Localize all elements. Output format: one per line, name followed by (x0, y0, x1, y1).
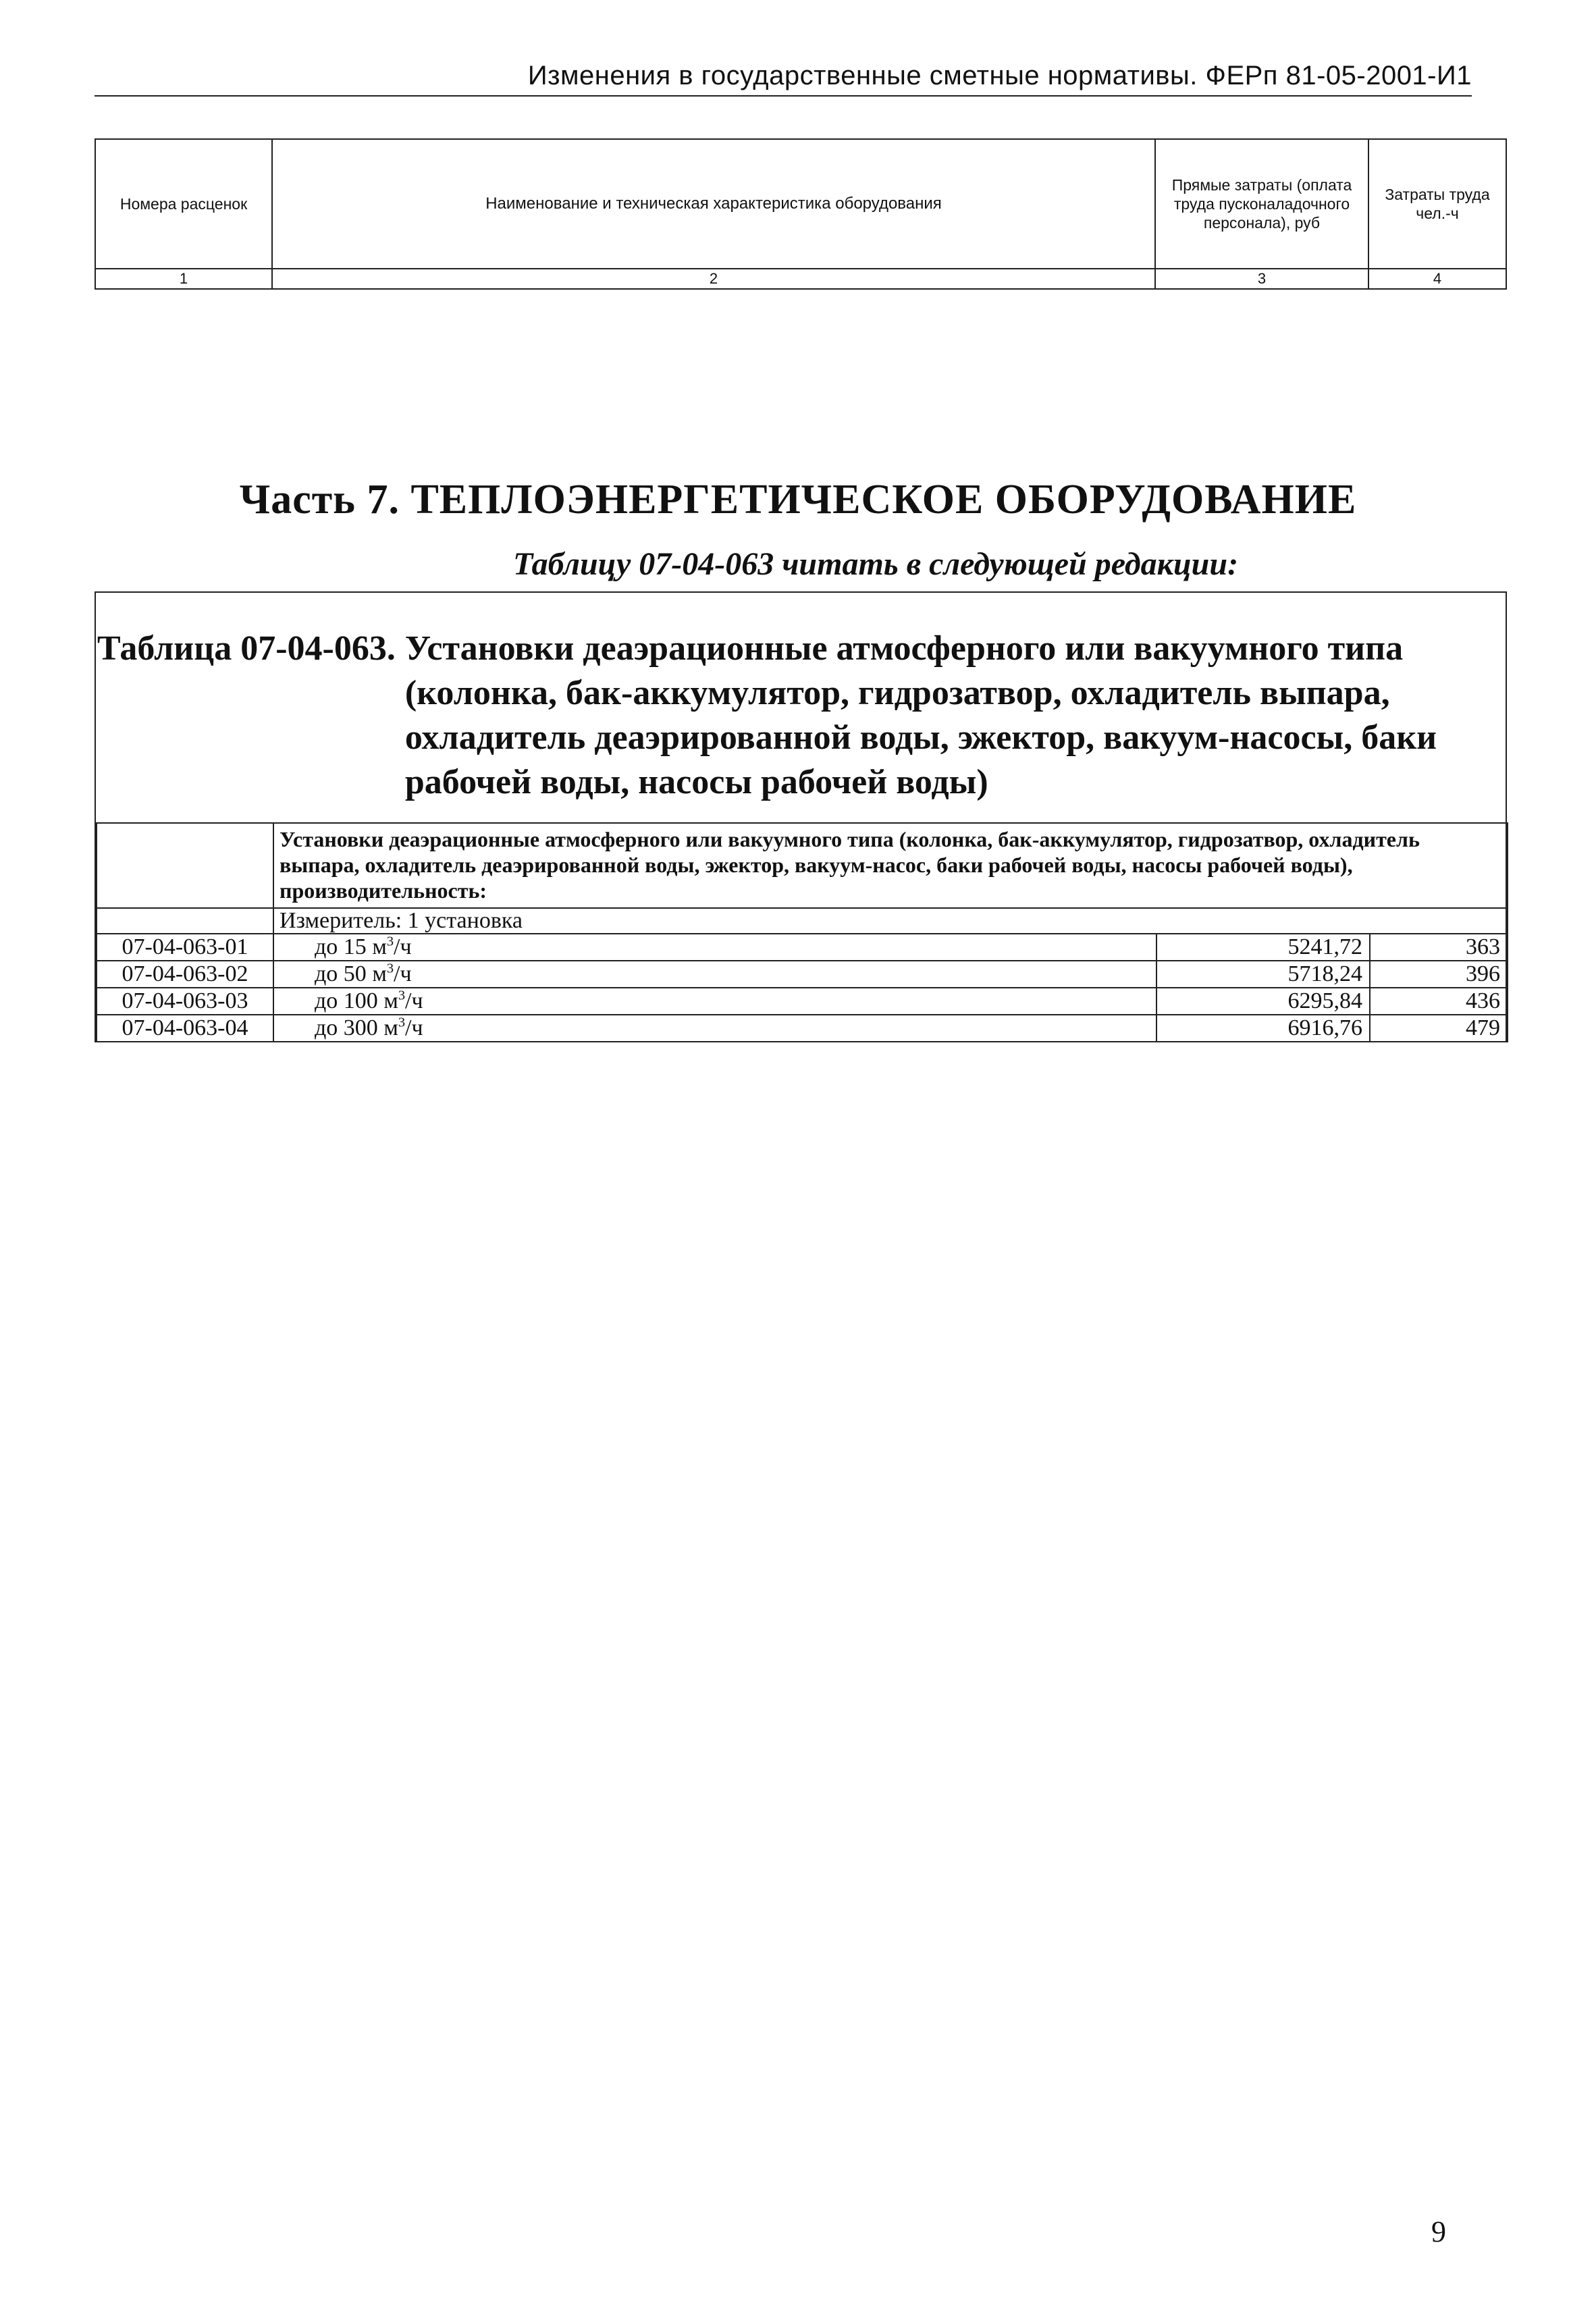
col-header-direct-costs: Прямые затраты (оплата труда пусконаладочного персонала), руб (1155, 139, 1368, 269)
capacity-cell: до 15 $м^3/ч$ (273, 934, 1156, 961)
labor-hours: 396 (1370, 961, 1508, 988)
labor-hours: 436 (1370, 988, 1508, 1015)
group-description: Установки деаэрационные атмосферного или вакуумного типа (колонка, бак-аккумулятор, гидрозатвор, охладитель выпара, охладитель деаэрированной воды, эжектор, вакуум-насос, баки рабочей воды, насосы рабочей воды), производительность: (273, 823, 1508, 908)
section-title: Часть 7. ТЕПЛОЭНЕРГЕТИЧЕСКОЕ ОБОРУДОВАНИЕ (239, 477, 1357, 523)
direct-cost: 5718,24 (1156, 961, 1370, 988)
running-header (95, 61, 1472, 97)
table-title (96, 593, 1506, 822)
meter-row (97, 908, 1508, 934)
running-title: Изменения в государственные сметные нормативы. ФЕРп 81-05-2001-И1 (527, 61, 1472, 90)
col-header-labor: Затраты труда чел.-ч (1368, 139, 1506, 269)
direct-cost: 6916,76 (1156, 1015, 1370, 1042)
col-header-rate-numbers: Номера расценок (95, 139, 272, 269)
table-row (97, 934, 1508, 961)
column-header-table (95, 138, 1507, 290)
col-number-2: 2 (272, 269, 1155, 289)
rate-code: 07-04-063-01 (97, 934, 273, 961)
direct-cost: 5241,72 (1156, 934, 1370, 961)
direct-cost: 6295,84 (1156, 988, 1370, 1015)
rates-table-block (95, 591, 1507, 1042)
col-number-1: 1 (95, 269, 272, 289)
col-header-equipment-name: Наименование и техническая характеристика оборудования (272, 139, 1155, 269)
labor-hours: 363 (1370, 934, 1508, 961)
table-title-text: Установки деаэрационные атмосферного или вакуумного типа (колонка, бак-аккумулятор, гидрозатвор, охладитель выпара, охладитель деаэрированной воды, эжектор, вакуум-насосы, баки рабочей воды, насосы рабочей воды) (404, 629, 1437, 801)
table-row (97, 961, 1508, 988)
rate-code: 07-04-063-03 (97, 988, 273, 1015)
capacity-cell: до 300 $м^3/ч$ (273, 1015, 1156, 1042)
meter-label: Измеритель: 1 установка (273, 908, 1508, 934)
col-number-3: 3 (1155, 269, 1368, 289)
edit-instruction: Таблицу 07-04-063 читать в следующей редакции: (513, 546, 1239, 582)
capacity-cell: до 100 $м^3/ч$ (273, 988, 1156, 1015)
labor-hours: 479 (1370, 1015, 1508, 1042)
table-row (97, 988, 1508, 1015)
capacity-cell: до 50 $м^3/ч$ (273, 961, 1156, 988)
rates-table (96, 822, 1508, 1042)
col-number-4: 4 (1368, 269, 1506, 289)
table-row (97, 1015, 1508, 1042)
rate-code: 07-04-063-04 (97, 1015, 273, 1042)
group-description-row (97, 823, 1508, 908)
table-title-prefix: Таблица 07-04-063. (97, 629, 396, 668)
page-number: 9 (1431, 2215, 1446, 2248)
rate-code: 07-04-063-02 (97, 961, 273, 988)
